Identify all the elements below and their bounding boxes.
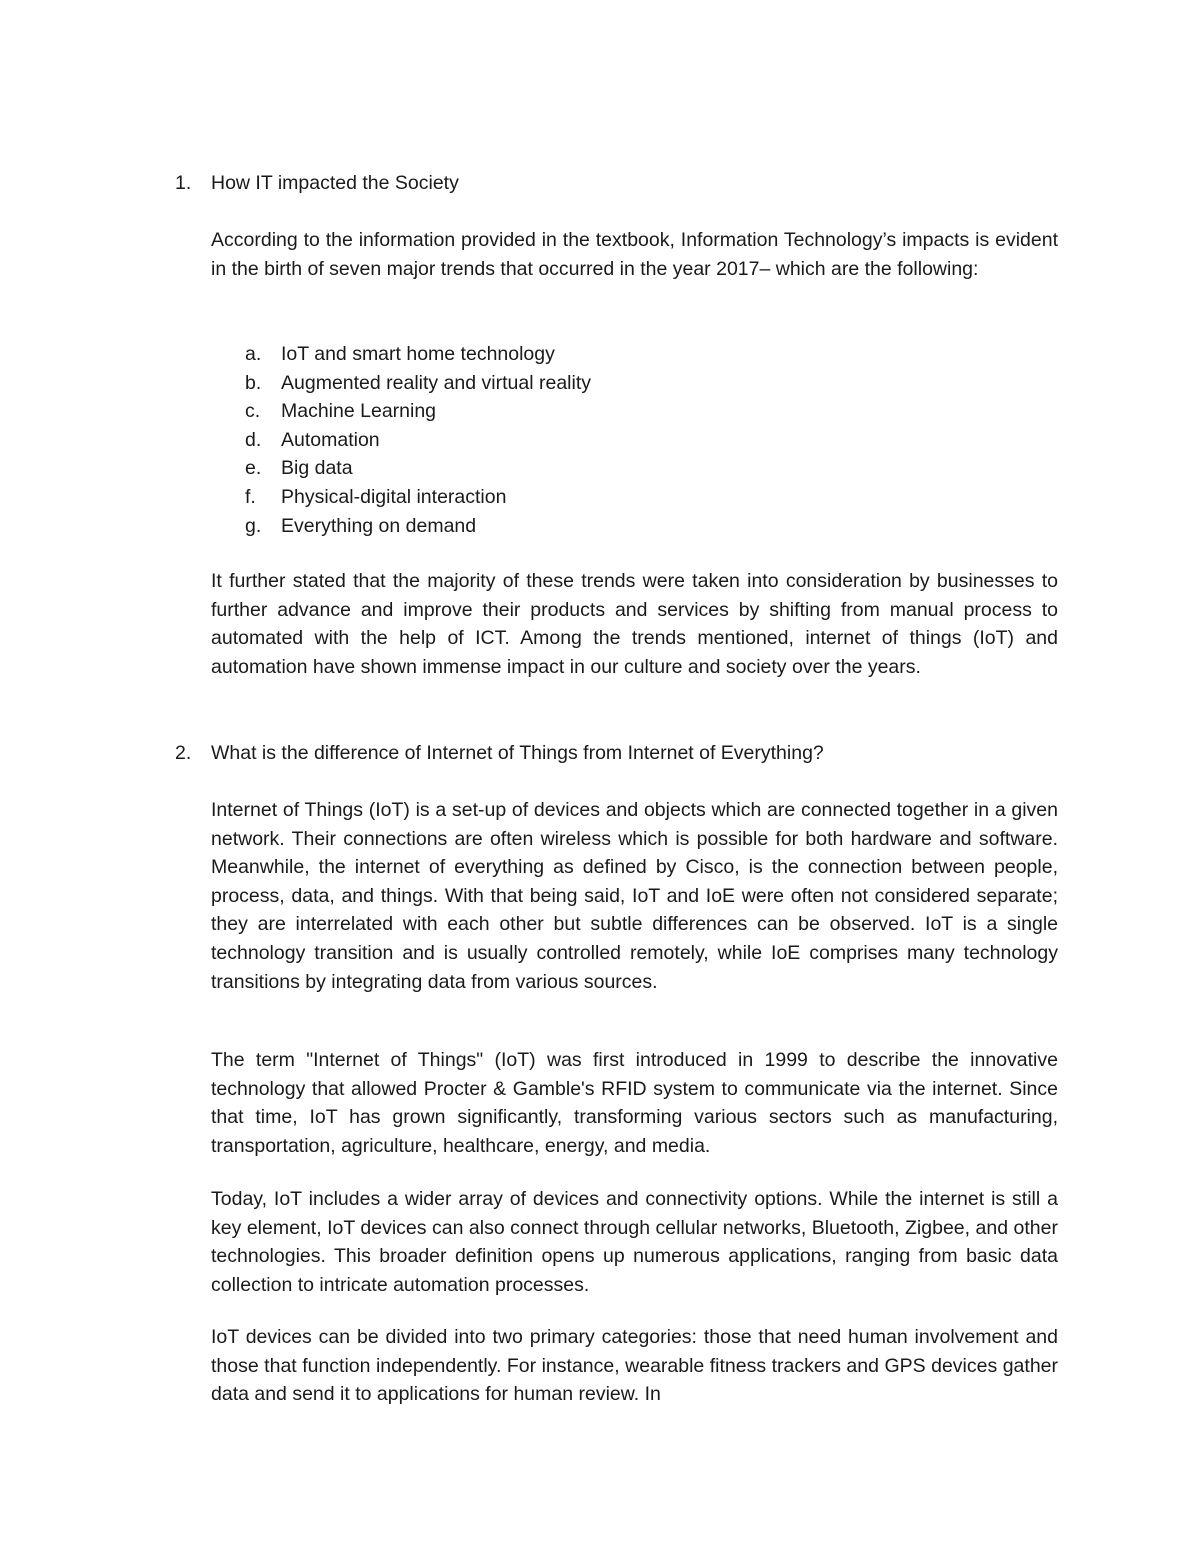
section-1-number: 1.: [175, 172, 192, 194]
list-item-text: Everything on demand: [281, 514, 477, 537]
list-item-text: Augmented reality and virtual reality: [281, 371, 591, 394]
section-1-heading: How IT impacted the Society: [211, 172, 459, 194]
section-2-paragraph-4: IoT devices can be divided into two primary categories: those that need human involvement and those that function independently. For instance, wearable fitness trackers and GPS devices gather data and send it to applications for human review. In: [211, 1326, 1058, 1406]
list-item: [245, 397, 591, 426]
list-item-text: Big data: [281, 457, 353, 480]
list-marker: e.: [245, 457, 262, 480]
list-marker: b.: [245, 371, 262, 394]
section-1-conclusion-paragraph: It further stated that the majority of these trends were taken into consideration by businesses to further advance and improve their products and services by shifting from manual process to automated with the help of ICT. Among the trends mentioned, internet of things (IoT) and automation have shown immense impact in our culture and society over the years.: [211, 570, 1058, 678]
list-item: [245, 426, 591, 455]
list-item: [245, 483, 591, 512]
list-item-text: Machine Learning: [281, 400, 437, 423]
list-item: [245, 512, 591, 541]
trends-list: [245, 340, 591, 540]
list-item-text: IoT and smart home technology: [281, 343, 555, 365]
section-2-number: 2.: [175, 742, 192, 764]
list-item-text: Automation: [281, 428, 380, 451]
list-marker: a.: [245, 343, 262, 365]
list-marker: d.: [245, 428, 262, 451]
section-2-paragraph-1: Internet of Things (IoT) is a set-up of devices and objects which are connected together in a given network. Their connections are often wireless which is possible for both hardware and software. Meanwhile, the internet of everything as defined by Cisco, is the connection between people, process, data, and things. With that being said, IoT and IoE were often not considered separate; they are interrelated with each other but subtle differences can be observed. IoT is a single technology transition and is usually controlled remotely, while IoE comprises many technology transitions by integrating data from various sources.: [211, 799, 1058, 993]
list-marker: c.: [245, 400, 261, 423]
section-2-heading: What is the difference of Internet of Things from Internet of Everything?: [211, 742, 824, 764]
list-item: [245, 369, 591, 398]
list-marker: f.: [245, 485, 256, 508]
list-marker: g.: [245, 514, 262, 537]
section-2-paragraph-3: Today, IoT includes a wider array of devices and connectivity options. While the internet is still a key element, IoT devices can also connect through cellular networks, Bluetooth, Zigbee, and other technologies. This broader definition opens up numerous applications, ranging from basic data collection to intricate automation processes.: [211, 1188, 1058, 1296]
list-item: [245, 340, 591, 369]
section-2-paragraph-2: The term "Internet of Things" (IoT) was first introduced in 1999 to describe the innovative technology that allowed Procter & Gamble's RFID system to communicate via the internet. Since that time, IoT has grown significantly, transforming various sectors such as manufacturing, transportation, agriculture, healthcare, energy, and media.: [211, 1049, 1058, 1157]
section-1-intro-paragraph: According to the information provided in the textbook, Information Technology’s impacts is evident in the birth of seven major trends that occurred in the year 2017– which are the following:: [211, 229, 1058, 280]
list-item: [245, 454, 591, 483]
list-item-text: Physical-digital interaction: [281, 485, 507, 508]
